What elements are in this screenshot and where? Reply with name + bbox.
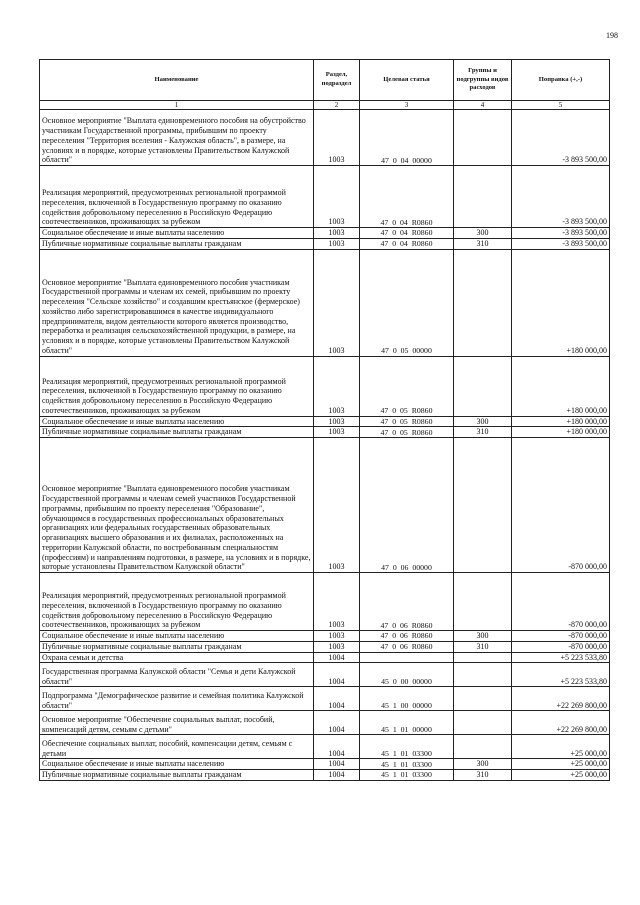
table-header-row: [40, 60, 610, 101]
header-section: Раздел, подраздел: [314, 60, 360, 101]
table-row: [40, 663, 610, 687]
row-amount: -3 893 500,00: [512, 238, 610, 249]
column-number-row: [40, 101, 610, 110]
row-group: 310: [454, 427, 512, 438]
row-name: Публичные нормативные социальные выплаты гражданам: [40, 238, 314, 249]
row-target: 45 1 01 03300: [360, 759, 454, 770]
row-group: [454, 735, 512, 759]
row-amount: +180 000,00: [512, 249, 610, 356]
row-name: Социальное обеспечение и иные выплаты населению: [40, 631, 314, 642]
row-group: [454, 166, 512, 228]
row-amount: +5 223 533,80: [512, 652, 610, 663]
row-name: Социальное обеспечение и иные выплаты населению: [40, 759, 314, 770]
table-row: [40, 166, 610, 228]
row-name: Основное мероприятие "Выплата единовременного пособия участникам Государственной программы и членам их семей, прибывшим по проекту переселения "Сельское хозяйство" и создавшим крестьянское (фермерское) хозяйство либо зарегистрировавшимся в качестве индивидуального предпринимателя, видом деятельности которого является производство, переработка и реализация сельскохозяйственной продукции, в размере, на условиях и в порядке, которые установлены Правительством Калужской области": [40, 249, 314, 356]
row-section: 1004: [314, 770, 360, 781]
row-target: 47 0 04 R0860: [360, 238, 454, 249]
table-row: [40, 759, 610, 770]
row-group: 300: [454, 416, 512, 427]
table-row: [40, 110, 610, 166]
row-group: 300: [454, 631, 512, 642]
row-section: 1004: [314, 687, 360, 711]
table-row: [40, 652, 610, 663]
row-name: Подпрограмма "Демографическое развитие и семейная политика Калужской области": [40, 687, 314, 711]
row-group: [454, 663, 512, 687]
header-amount: Поправка (+,-): [512, 60, 610, 101]
table-row: [40, 249, 610, 356]
row-target: 47 0 06 R0860: [360, 573, 454, 631]
row-name: Государственная программа Калужской области "Семья и дети Калужской области": [40, 663, 314, 687]
row-group: [454, 110, 512, 166]
table-row: [40, 427, 610, 438]
row-section: 1003: [314, 631, 360, 642]
header-name: Наименование: [40, 60, 314, 101]
row-group: 300: [454, 759, 512, 770]
row-name: Основное мероприятие "Обеспечение социальных выплат, пособий, компенсаций детям, семьям с детьми": [40, 711, 314, 735]
table-row: [40, 770, 610, 781]
header-group: Группы и подгруппы видов расходов: [454, 60, 512, 101]
row-group: [454, 687, 512, 711]
row-section: 1003: [314, 641, 360, 652]
row-group: [454, 249, 512, 356]
row-amount: +180 000,00: [512, 416, 610, 427]
row-target: 47 0 05 R0860: [360, 356, 454, 416]
row-group: [454, 356, 512, 416]
row-group: 310: [454, 238, 512, 249]
row-group: 300: [454, 228, 512, 239]
row-section: 1004: [314, 711, 360, 735]
row-amount: +25 000,00: [512, 759, 610, 770]
row-section: 1003: [314, 356, 360, 416]
row-group: 310: [454, 641, 512, 652]
row-section: 1003: [314, 427, 360, 438]
row-target: 47 0 06 00000: [360, 438, 454, 573]
table-row: [40, 687, 610, 711]
row-group: [454, 711, 512, 735]
budget-table: [39, 59, 610, 781]
row-section: 1003: [314, 249, 360, 356]
row-name: Социальное обеспечение и иные выплаты населению: [40, 416, 314, 427]
row-section: 1004: [314, 663, 360, 687]
row-target: 47 0 05 R0860: [360, 416, 454, 427]
row-amount: -870 000,00: [512, 438, 610, 573]
row-name: Социальное обеспечение и иные выплаты населению: [40, 228, 314, 239]
row-name: Обеспечение социальных выплат, пособий, компенсации детям, семьям с детьми: [40, 735, 314, 759]
row-section: 1003: [314, 228, 360, 239]
row-amount: +180 000,00: [512, 427, 610, 438]
row-target: 47 0 06 R0860: [360, 631, 454, 642]
row-amount: +22 269 800,00: [512, 711, 610, 735]
table-row: [40, 631, 610, 642]
table-row: [40, 438, 610, 573]
row-target: 45 1 01 03300: [360, 735, 454, 759]
row-target: 47 0 05 R0860: [360, 427, 454, 438]
table-row: [40, 416, 610, 427]
row-target: 47 0 04 R0860: [360, 228, 454, 239]
row-target: 45 1 01 00000: [360, 711, 454, 735]
table-row: [40, 711, 610, 735]
row-amount: -870 000,00: [512, 631, 610, 642]
column-number: 2: [314, 101, 360, 110]
row-target: 45 1 01 03300: [360, 770, 454, 781]
table-row: [40, 641, 610, 652]
column-number: 1: [40, 101, 314, 110]
row-name: Публичные нормативные социальные выплаты гражданам: [40, 641, 314, 652]
row-amount: +5 223 533,80: [512, 663, 610, 687]
row-target: 47 0 04 R0860: [360, 166, 454, 228]
row-section: 1003: [314, 166, 360, 228]
row-name: Публичные нормативные социальные выплаты гражданам: [40, 427, 314, 438]
row-group: [454, 573, 512, 631]
table-row: [40, 238, 610, 249]
row-name: Охрана семьи и детства: [40, 652, 314, 663]
column-number: 4: [454, 101, 512, 110]
row-target: [360, 652, 454, 663]
row-amount: +180 000,00: [512, 356, 610, 416]
row-group: 310: [454, 770, 512, 781]
column-number: 3: [360, 101, 454, 110]
row-section: 1003: [314, 438, 360, 573]
page-number: 198: [606, 31, 618, 40]
row-target: 45 0 00 00000: [360, 663, 454, 687]
row-amount: +22 269 800,00: [512, 687, 610, 711]
row-group: [454, 438, 512, 573]
table-row: [40, 735, 610, 759]
row-section: 1004: [314, 759, 360, 770]
row-section: 1003: [314, 238, 360, 249]
row-name: Публичные нормативные социальные выплаты гражданам: [40, 770, 314, 781]
table-row: [40, 228, 610, 239]
table-row: [40, 356, 610, 416]
row-section: 1003: [314, 416, 360, 427]
row-section: 1003: [314, 573, 360, 631]
row-target: 45 1 00 00000: [360, 687, 454, 711]
header-target: Целевая статья: [360, 60, 454, 101]
row-amount: -3 893 500,00: [512, 166, 610, 228]
row-name: Основное мероприятие "Выплата единовременного пособия участникам Государственной программы и членам семей участников Государственной программы, прибывшим по проекту переселения "Образование", обучающимся в государственных профессиональных образовательных организациях или федеральных государственных образовательных организациях высшего образования и их филиалах, расположенных на территории Калужской области, по востребованным специальностям (профессиям) и направлениям подготовки, в размере, на условиях и в порядке, которые установлены Правительством Калужской области": [40, 438, 314, 573]
table-row: [40, 573, 610, 631]
row-target: 47 0 05 00000: [360, 249, 454, 356]
row-group: [454, 652, 512, 663]
row-name: Основное мероприятие "Выплата единовременного пособия на обустройство участникам Государственной программы, прибывшим по проекту переселения "Территория вселения - Калужская область", в размере, на условиях и в порядке, которые установлены Правительством Калужской области": [40, 110, 314, 166]
row-name: Реализация мероприятий, предусмотренных региональной программой переселения, включенной в Государственную программу по оказанию содействия добровольному переселению в Российскую Федерацию соотечественников, проживающих за рубежом: [40, 356, 314, 416]
row-name: Реализация мероприятий, предусмотренных региональной программой переселения, включенной в Государственную программу по оказанию содействия добровольному переселению в Российскую Федерацию соотечественников, проживающих за рубежом: [40, 166, 314, 228]
row-amount: -870 000,00: [512, 573, 610, 631]
row-target: 47 0 06 R0860: [360, 641, 454, 652]
row-amount: +25 000,00: [512, 770, 610, 781]
column-number: 5: [512, 101, 610, 110]
row-amount: -3 893 500,00: [512, 228, 610, 239]
row-amount: +25 000,00: [512, 735, 610, 759]
row-section: 1003: [314, 110, 360, 166]
row-name: Реализация мероприятий, предусмотренных региональной программой переселения, включенной в Государственную программу по оказанию содействия добровольному переселению в Российскую Федерацию соотечественников, проживающих за рубежом: [40, 573, 314, 631]
row-amount: -3 893 500,00: [512, 110, 610, 166]
row-section: 1004: [314, 735, 360, 759]
row-target: 47 0 04 00000: [360, 110, 454, 166]
row-amount: -870 000,00: [512, 641, 610, 652]
row-section: 1004: [314, 652, 360, 663]
